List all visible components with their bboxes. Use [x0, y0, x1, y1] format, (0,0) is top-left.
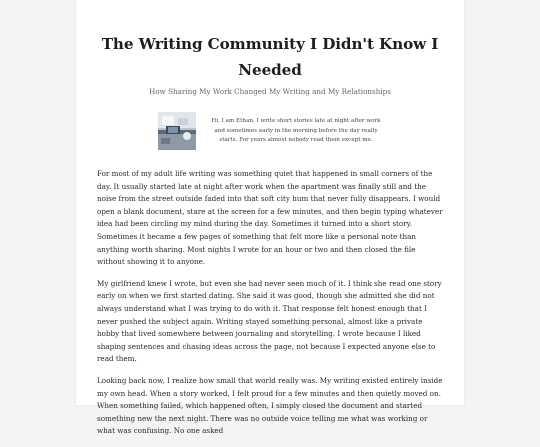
article-body	[97, 168, 443, 447]
article-paragraph: For most of my adult life writing was something quiet that happened in small corners of the day. It usually started late at night after work when the apartment was finally still and the noise from the street outside faded into that soft city hum that never fully disappears. I would open a blank document, stare at the screen for a few minutes, and then begin typing whatever idea had been circling my mind during the day. Sometimes it turned into a short story. Sometimes it became a few pages of something that felt more like a personal note than anything worth sharing. Most nights I wrote for an hour or two and then closed the file without showing it to anyone.	[97, 169, 443, 267]
avatar-photo-icon	[158, 112, 196, 150]
author-bio: Hi, I am Ethan. I write short stories late at night after work and sometimes early in the morning before the day really starts. For years almost nobody read them except me.	[211, 118, 381, 144]
article-title: The Writing Community I Didn't Know I Needed	[101, 35, 439, 79]
article-subtitle: How Sharing My Work Changed My Writing and My Relationships	[149, 87, 391, 96]
article-paragraph: My girlfriend knew I wrote, but even she had never seen much of it. I think she read one story early on when we first started dating. She said it was good, though she admitted she did not always understand what I was trying to do with it. That response felt honest enough that I never pushed the subject again. Writing stayed something personal, almost like a private hobby that lived somewhere between journaling and storytelling. I wrote because I liked shaping sentences and chasing ideas across the page, not because I expected anyone else to read them.	[97, 278, 442, 364]
article-paragraph: Looking back now, I realize how small that world really was. My writing existed entirely inside my own head. When a story worked, I felt proud for a few minutes and then quietly moved on. When something failed, which happened often, I simply closed the document and started something new the next night. There was no outside voice telling me what was working or what was confusing. No one asked	[97, 375, 443, 436]
author-avatar	[158, 112, 196, 150]
article-page	[76, 0, 464, 436]
author-block	[158, 112, 398, 152]
